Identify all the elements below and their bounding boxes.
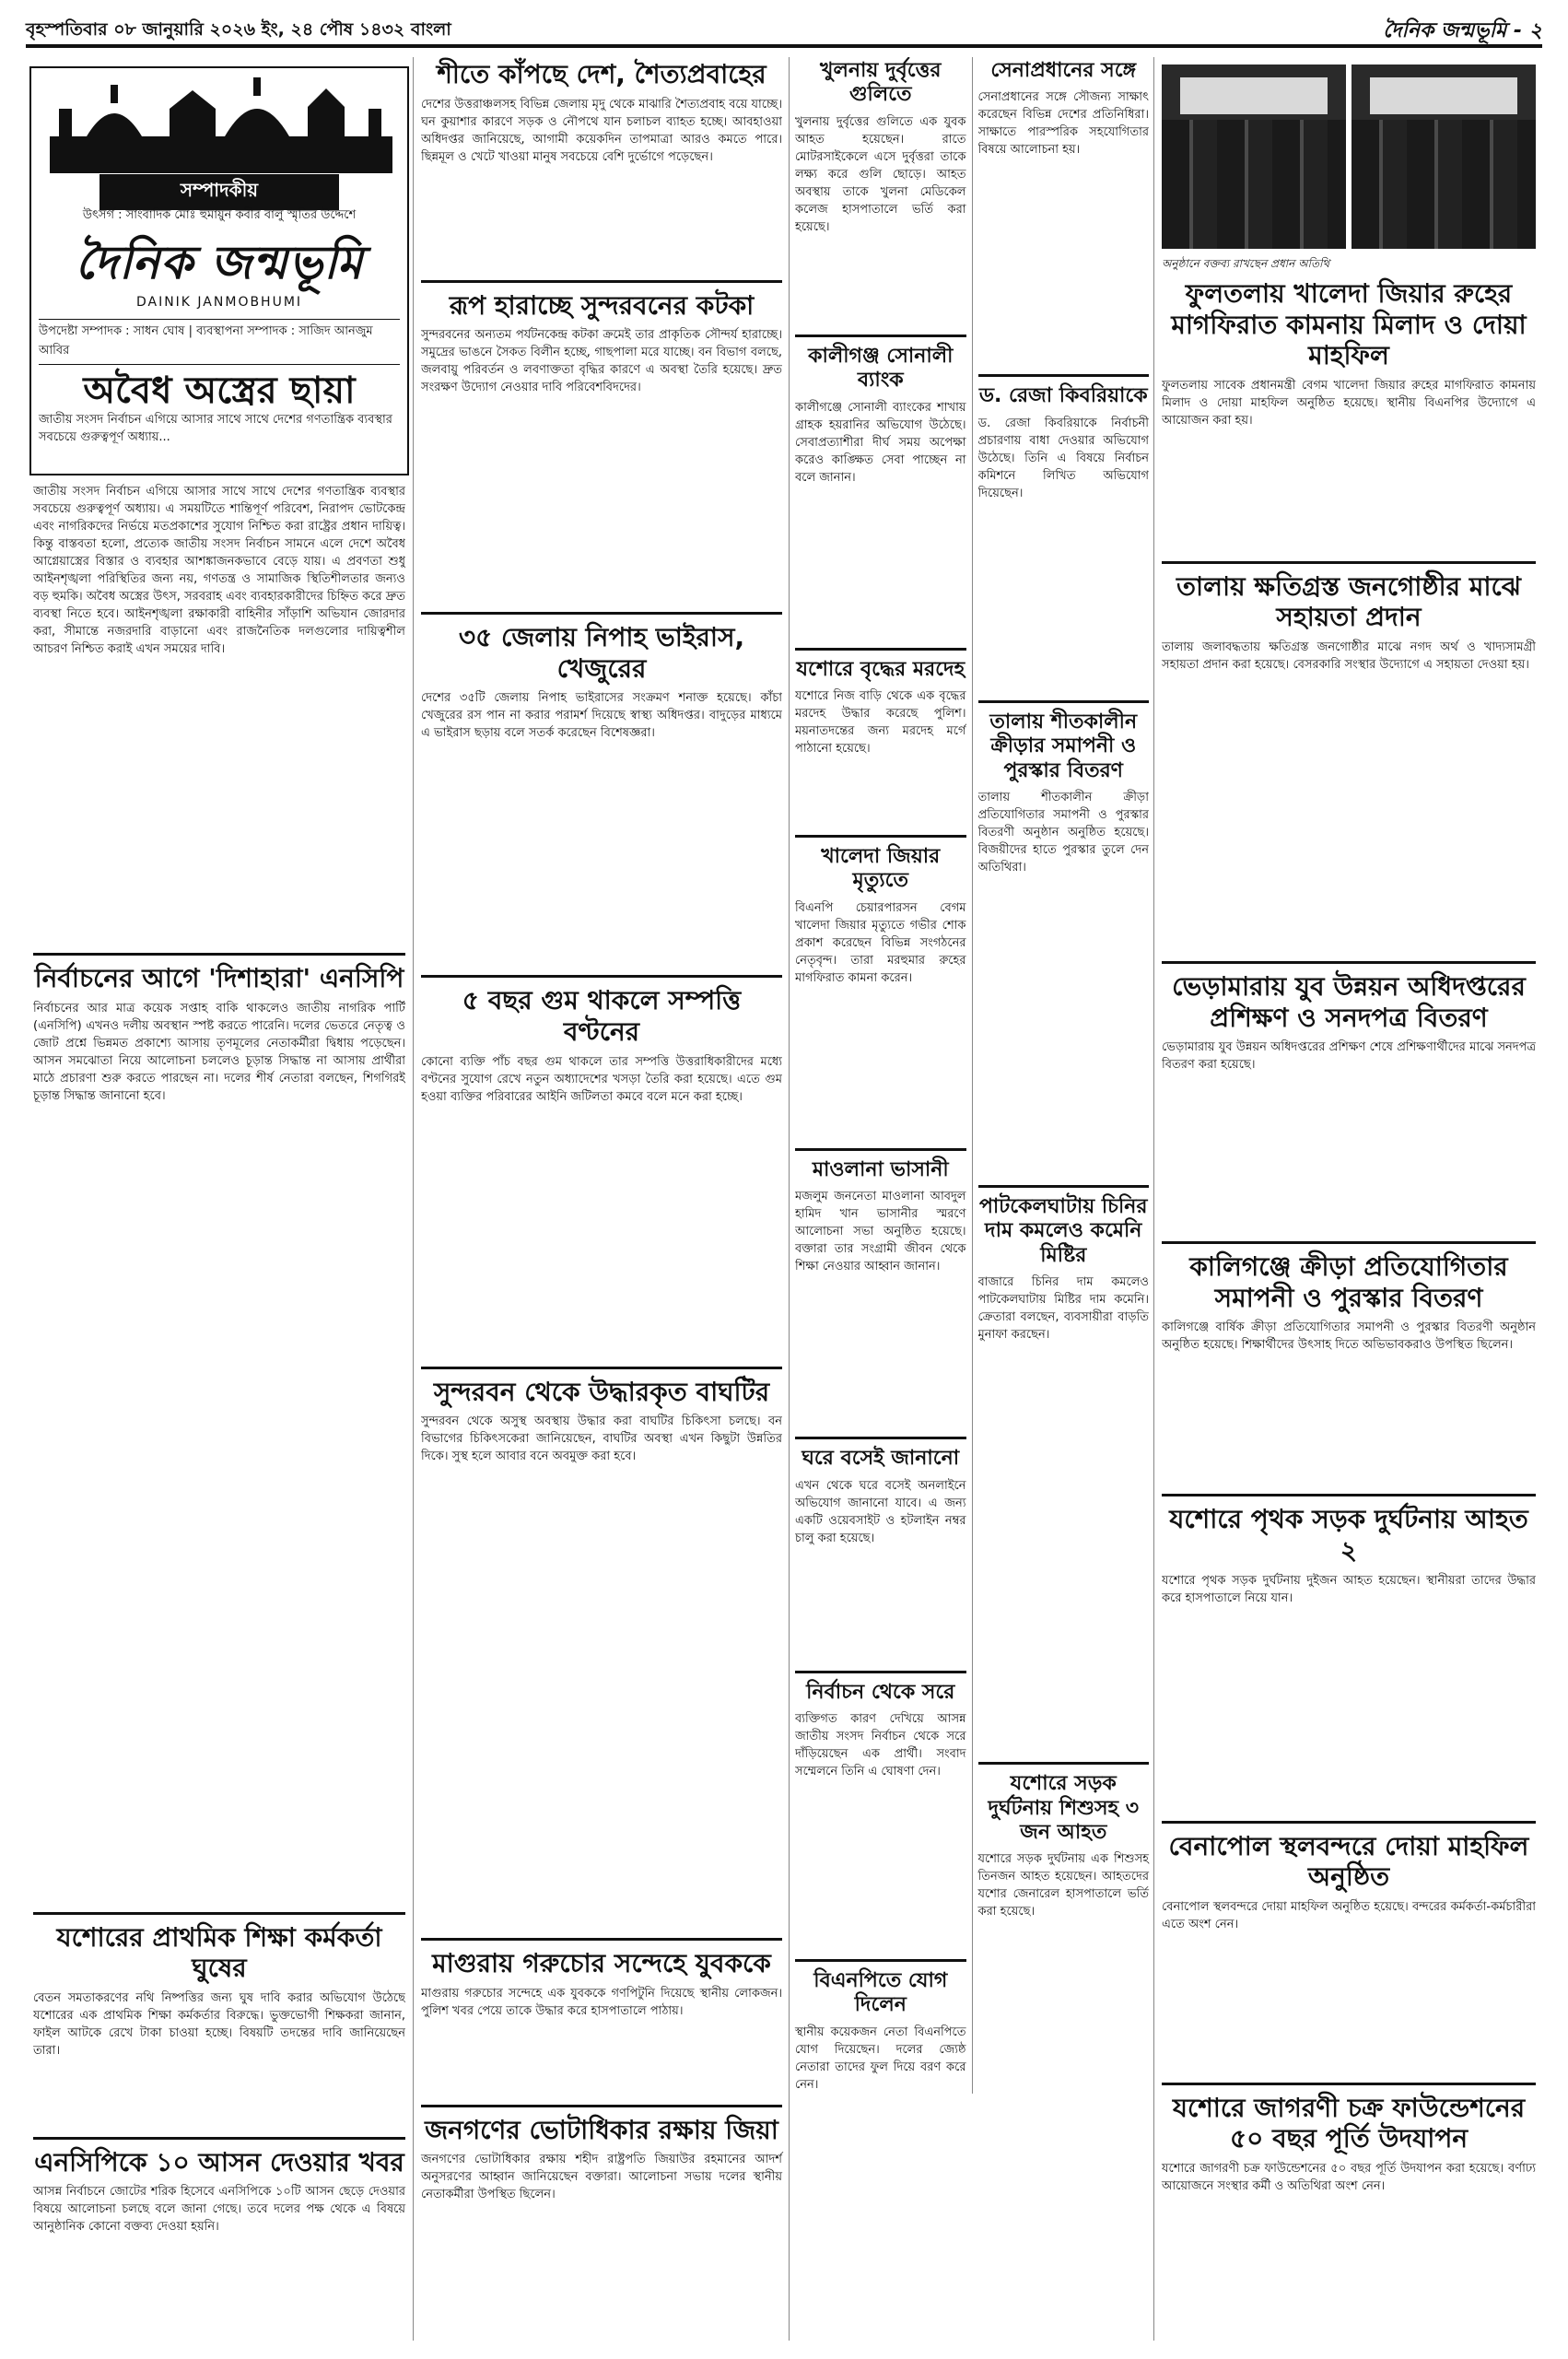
story-body: দেশের ৩৫টি জেলায় নিপাহ ভাইরাসের সংক্রমণ শনাক্ত হয়েছে। কাঁচা খেজুরের রস পান না করার পরামর্শ দিয়েছে স্বাস্থ্য অধিদপ্তর। বাদুড়ের মাধ্যমে এ ভাইরাস ছড়ায় বলে সতর্ক করেছেন বিশেষজ্ঞরা। xyxy=(421,691,782,741)
editorial-title: অবৈধ অস্ত্রের ছায়া xyxy=(83,370,356,412)
story-body: কোনো ব্যক্তি পাঁচ বছর গুম থাকলে তার সম্পত্তি উত্তরাধিকারীদের মধ্যে বণ্টনের সুযোগ রেখে নতুন অধ্যাদেশের খসড়া তৈরি করা হয়েছে। এতে গুম হওয়া ব্যক্তির পরিবারের আইনি জটিলতা কমবে বলে মনে করা হচ্ছে। xyxy=(421,1054,782,1104)
story-body: কালিগঞ্জে বার্ষিক ক্রীড়া প্রতিযোগিতার সমাপনী ও পুরস্কার বিতরণী অনুষ্ঠান অনুষ্ঠিত হয়েছে। শিক্ষার্থীদের উৎসাহ দিতে অভিভাবকরাও উপস্থিত ছিলেন। xyxy=(1162,1320,1536,1353)
headline: নির্বাচন থেকে সরে xyxy=(806,1680,955,1704)
headline: যশোরে পৃথক সড়ক দুর্ঘটনায় আহত ২ xyxy=(1169,1504,1528,1566)
editorial-body: জাতীয় সংসদ নির্বাচন এগিয়ে আসার সাথে সাথে দেশের গণতান্ত্রিক ব্যবস্থার সবচেয়ে গুরুত্বপূর্ণ অধ্যায়। এ সময়টিতে শান্তিপূর্ণ পরিবেশ, নিরাপদ ভোটকেন্দ্র এবং নাগরিকদের নির্ভয়ে মতপ্রকাশের সুযোগ নিশ্চিত করা রাষ্ট্রের প্রধান দায়িত্ব। কিন্তু বাস্তবতা হলো, প্রত্যেক জাতীয় সংসদ নির্বাচন সামনে এলে দেশে অবৈধ আগ্নেয়াস্ত্রের বিস্তার ও ব্যবহার আশঙ্কাজনকভাবে বেড়ে যায়। এ প্রবণতা শুধু আইনশৃঙ্খলা পরিস্থিতির জন্য নয়, গণতন্ত্র ও সামাজিক স্থিতিশীলতার জন্যও বড় হুমকি। অবৈধ অস্ত্রের উৎস, সরবরাহ এবং ব্যবহারকারীদের চিহ্নিত করে দ্রুত ব্যবস্থা নিতে হবে। আইনশৃঙ্খলা রক্ষাকারী বাহিনীর সাঁড়াশি অভিযান জোরদার করা, সীমান্তে নজরদারি বাড়ানো এবং রাজনৈতিক দলগুলোর দায়িত্বশীল আচরণ নিশ্চিত করাই এখন সময়ের দাবি। xyxy=(33,485,405,656)
headline: তালায় ক্ষতিগ্রস্ত জনগোষ্ঠীর মাঝে সহায়তা প্রদান xyxy=(1176,570,1521,633)
story-body: বেতন সমতাকরণের নথি নিষ্পত্তির জন্য ঘুষ দাবি করার অভিযোগ উঠেছে যশোরের এক প্রাথমিক শিক্ষা কর্মকর্তার বিরুদ্ধে। ভুক্তভোগী শিক্ষকরা জানান, ফাইল আটকে রেখে টাকা চাওয়া হচ্ছে। বিষয়টি তদন্তের দাবি জানিয়েছেন তারা। xyxy=(33,1990,405,2058)
paper-name-english: DAINIK JANMOBHUMI xyxy=(135,295,303,310)
story-body: আসন্ন নির্বাচনে জোটের শরিক হিসেবে এনসিপিকে ১০টি আসন ছেড়ে দেওয়ার বিষয়ে আলোচনা চলছে বলে জানা গেছে। তবে দলের পক্ষ থেকে এ বিষয়ে আনুষ্ঠানিক কোনো বক্তব্য দেওয়া হয়নি। xyxy=(33,2185,405,2235)
story-body: এখন থেকে ঘরে বসেই অনলাইনে অভিযোগ জানানো যাবে। এ জন্য একটি ওয়েবসাইট ও হটলাইন নম্বর চালু করা হয়েছে। xyxy=(795,1478,966,1545)
headline: এনসিপিকে ১০ আসন দেওয়ার খবর xyxy=(34,2146,404,2177)
story-body: যশোরে সড়ক দুর্ঘটনায় এক শিশুসহ তিনজন আহত হয়েছেন। আহতদের যশোর জেনারেল হাসপাতালে ভর্তি করা হয়েছে। xyxy=(977,1852,1149,1919)
headline: যশোরে সড়ক দুর্ঘটনায় শিশুসহ ৩ জন আহত xyxy=(988,1772,1140,1844)
story-body: জনগণের ভোটাধিকার রক্ষায় শহীদ রাষ্ট্রপতি জিয়াউর রহমানের আদর্শ অনুসরণের আহ্বান জানিয়েছেন বক্তারা। আলোচনা সভায় দলের স্থানীয় নেতাকর্মীরা উপস্থিত ছিলেন। xyxy=(421,2153,782,2202)
headline: তালায় শীতকালীন ক্রীড়ার সমাপনী ও পুরস্কার বিতরণ xyxy=(989,710,1138,782)
story-body: সেনাপ্রধানের সঙ্গে সৌজন্য সাক্ষাৎ করেছেন বিভিন্ন দেশের প্রতিনিধিরা। সাক্ষাতে পারস্পরিক সহযোগিতার বিষয়ে আলোচনা হয়। xyxy=(977,90,1149,158)
story-body: যশোরে পৃথক সড়ক দুর্ঘটনায় দুইজন আহত হয়েছেন। স্থানীয়রা তাদের উদ্ধার করে হাসপাতালে নিয়ে যান। xyxy=(1162,1573,1536,1605)
story-body: কালীগঞ্জে সোনালী ব্যাংকের শাখায় গ্রাহক হয়রানির অভিযোগ উঠেছে। সেবাপ্রত্যাশীরা দীর্ঘ সময় অপেক্ষা করেও কাঙ্ক্ষিত সেবা পাচ্ছেন না বলে জানান। xyxy=(795,400,966,485)
page-label: দৈনিক জন্মভূমি - ২ xyxy=(1383,19,1542,42)
news-photo-1 xyxy=(1162,65,1346,249)
headline: যশোরে জাগরণী চক্র ফাউন্ডেশনের ৫০ বছর পূর্তি উদযাপন xyxy=(1172,2092,1526,2154)
story-body: ড. রেজা কিবরিয়াকে নির্বাচনী প্রচারণায় বাধা দেওয়ার অভিযোগ উঠেছে। তিনি এ বিষয়ে নির্বাচন কমিশনে লিখিত অভিযোগ দিয়েছেন। xyxy=(977,416,1149,500)
editorial-masthead xyxy=(29,66,409,475)
story-body: তালায় জলাবদ্ধতায় ক্ষতিগ্রস্ত জনগোষ্ঠীর মাঝে নগদ অর্থ ও খাদ্যসামগ্রী সহায়তা প্রদান করা হয়েছে। বেসরকারি সংস্থার উদ্যোগে এ সহায়তা দেওয়া হয়। xyxy=(1162,640,1536,672)
headline: কালীগঞ্জ সোনালী ব্যাংক xyxy=(808,344,954,393)
headline: ফুলতলায় খালেদা জিয়ার রুহের মাগফিরাত কামনায় মিলাদ ও দোয়া মাহফিল xyxy=(1171,278,1527,371)
story-body: নির্বাচনের আর মাত্র কয়েক সপ্তাহ বাকি থাকলেও জাতীয় নাগরিক পার্টি (এনসিপি) এখনও দলীয় অবস্থান স্পষ্ট করতে পারেনি। দলের ভেতরে নেতৃত্ব ও জোট প্রশ্নে ভিন্নমত প্রকাশ্যে আসায় তৃণমূলের নেতাকর্মীরা দ্বিধায় পড়েছেন। আসন সমঝোতা নিয়ে আলোচনা চললেও চূড়ান্ত সিদ্ধান্ত না আসায় প্রার্থীরা মাঠে প্রচারণা শুরু করতে পারছেন না। দলের শীর্ষ নেতারা বলছেন, শিগগিরই চূড়ান্ত সিদ্ধান্ত জানানো হবে। xyxy=(33,1001,405,1103)
headline: ৩৫ জেলায় নিপাহ ভাইরাস, খেজুরের xyxy=(458,622,745,684)
story-body: দেশের উত্তরাঞ্চলসহ বিভিন্ন জেলায় মৃদু থেকে মাঝারি শৈত্যপ্রবাহ বয়ে যাচ্ছে। ঘন কুয়াশার কারণে সড়ক ও নৌপথে যান চলাচল ব্যাহত হচ্ছে। আবহাওয়া অধিদপ্তর জানিয়েছে, আগামী কয়েকদিন তাপমাত্রা আরও কমতে পারে। ছিন্নমূল ও খেটে খাওয়া মানুষ সবচেয়ে বেশি দুর্ভোগে পড়েছেন। xyxy=(421,97,782,164)
headline: জনগণের ভোটাধিকার রক্ষায় জিয়া xyxy=(425,2114,778,2145)
editorial-lead: জাতীয় সংসদ নির্বাচন এগিয়ে আসার সাথে সাথে দেশের গণতান্ত্রিক ব্যবস্থার সবচেয়ে গুরুত্বপূর্ণ অধ্যায়... xyxy=(39,413,392,444)
headline: নির্বাচনের আগে 'দিশাহারা' এনসিপি xyxy=(34,963,404,993)
paper-name: দৈনিক জন্মভূমি xyxy=(75,236,364,289)
headline: ঘরে বসেই জানানো xyxy=(802,1447,960,1471)
headline: খালেদা জিয়ার মৃত্যুতে xyxy=(821,844,941,893)
story-body: বিএনপি চেয়ারপারসন বেগম খালেদা জিয়ার মৃত্যুতে গভীর শোক প্রকাশ করেছেন বিভিন্ন সংগঠনের নেতৃবৃন্দ। তারা মরহুমার রুহের মাগফিরাত কামনা করেন। xyxy=(795,900,966,985)
headline: রূপ হারাচ্ছে সুন্দরবনের কটকা xyxy=(449,289,755,321)
story-body: যশোরে জাগরণী চক্র ফাউন্ডেশনের ৫০ বছর পূর্তি উদযাপন করা হয়েছে। বর্ণাঢ্য আয়োজনে সংস্থার কর্মী ও অতিথিরা অংশ নেন। xyxy=(1162,2161,1536,2193)
headline: মাওলানা ভাসানী xyxy=(812,1157,949,1181)
story-body: যশোরে নিজ বাড়ি থেকে এক বৃদ্ধের মরদেহ উদ্ধার করেছে পুলিশ। ময়নাতদন্তের জন্য মরদেহ মর্গে পাঠানো হয়েছে। xyxy=(795,688,966,756)
headline: ভেড়ামারায় যুব উন্নয়ন অধিদপ্তরের প্রশিক্ষণ ও সনদপত্র বিতরণ xyxy=(1172,970,1526,1033)
story-body: ফুলতলায় সাবেক প্রধানমন্ত্রী বেগম খালেদা জিয়ার রুহের মাগফিরাত কামনায় মিলাদ ও দোয়া মাহফিল অনুষ্ঠিত হয়েছে। স্থানীয় বিএনপির উদ্যোগে এ আয়োজন করা হয়। xyxy=(1162,378,1536,428)
story-body: মজলুম জননেতা মাওলানা আবদুল হামিদ খান ভাসানীর স্মরণে আলোচনা সভা অনুষ্ঠিত হয়েছে। বক্তারা তার সংগ্রামী জীবন থেকে শিক্ষা নেওয়ার আহ্বান জানান। xyxy=(795,1190,966,1274)
page-header-bar xyxy=(26,13,1542,48)
story-body: বাজারে চিনির দাম কমলেও পাটকেলঘাটায় মিষ্টির দাম কমেনি। ক্রেতারা বলছেন, ব্যবসায়ীরা বাড়তি মুনাফা করছেন। xyxy=(977,1275,1149,1343)
column-1 xyxy=(26,57,413,2341)
column-3 xyxy=(789,57,1154,2341)
column-4 xyxy=(1153,57,1543,2341)
story-body: স্থানীয় কয়েকজন নেতা বিএনপিতে যোগ দিয়েছেন। দলের জ্যেষ্ঠ নেতারা তাদের ফুল দিয়ে বরণ করে নেন। xyxy=(795,2025,966,2092)
headline: ৫ বছর গুম থাকলে সম্পত্তি বণ্টনের xyxy=(462,985,742,1047)
headline: যশোরে বৃদ্ধের মরদেহ xyxy=(796,657,965,681)
headline: কালিগঞ্জে ক্রীড়া প্রতিযোগিতার সমাপনী ও পুরস্কার বিতরণ xyxy=(1189,1251,1508,1313)
headline: মাগুরায় গরুচোর সন্দেহে যুবককে xyxy=(432,1948,771,1979)
headline: সুন্দরবন থেকে উদ্ধারকৃত বাঘটির xyxy=(433,1376,770,1407)
headline: যশোরের প্রাথমিক শিক্ষা কর্মকর্তা ঘুষের xyxy=(56,1921,382,1984)
column-2 xyxy=(413,57,790,2341)
story-body: মাগুরায় গরুচোর সন্দেহে এক যুবককে গণপিটুনি দিয়েছে স্থানীয় লোকজন। পুলিশ খবর পেয়ে তাকে উদ্ধার করে হাসপাতালে পাঠায়। xyxy=(421,1986,782,2018)
headline: ড. রেজা কিবরিয়াকে xyxy=(978,384,1148,408)
story-body: সুন্দরবন থেকে অসুস্থ অবস্থায় উদ্ধার করা বাঘটির চিকিৎসা চলছে। বন বিভাগের চিকিৎসকেরা জানিয়েছেন, বাঘটির অবস্থা এখন কিছুটা উন্নতির দিকে। সুস্থ হলে আবার বনে অবমুক্ত করা হবে। xyxy=(421,1414,782,1464)
story-body: তালায় শীতকালীন ক্রীড়া প্রতিযোগিতার সমাপনী ও পুরস্কার বিতরণী অনুষ্ঠান অনুষ্ঠিত হয়েছে। বিজয়ীদের হাতে পুরস্কার তুলে দেন অতিথিরা। xyxy=(977,790,1149,874)
story-body: ব্যক্তিগত কারণ দেখিয়ে আসন্ন জাতীয় সংসদ নির্বাচন থেকে সরে দাঁড়িয়েছেন এক প্রার্থী। সংবাদ সম্মেলনে তিনি এ ঘোষণা দেন। xyxy=(795,1711,966,1778)
issue-date: বৃহস্পতিবার ০৮ জানুয়ারি ২০২৬ ইং, ২৪ পৌষ ১৪৩২ বাংলা xyxy=(26,19,451,40)
story-body: ভেড়ামারায় যুব উন্নয়ন অধিদপ্তরের প্রশিক্ষণ শেষে প্রশিক্ষণার্থীদের মাঝে সনদপত্র বিতরণ করা হয়েছে। xyxy=(1162,1040,1536,1073)
headline: শীতে কাঁপছে দেশ, শৈত্যপ্রবাহের xyxy=(437,59,766,89)
dedication: উৎসর্গ : সাংবাদিক মোঃ হুমায়ুন কবীর বালু স্মৃতির উদ্দেশে xyxy=(82,208,357,222)
photo-caption: অনুষ্ঠানে বক্তব্য রাখছেন প্রধান অতিথি xyxy=(1162,257,1330,270)
story-body: বেনাপোল স্থলবন্দরে দোয়া মাহফিল অনুষ্ঠিত হয়েছে। বন্দরের কর্মকর্তা-কর্মচারীরা এতে অংশ নেন। xyxy=(1162,1899,1536,1931)
headline: পাটকেলঘাটায় চিনির দাম কমলেও কমেনি মিষ্টির xyxy=(978,1194,1148,1267)
story-body: সুন্দরবনের অন্যতম পর্যটনকেন্দ্র কটকা ক্রমেই তার প্রাকৃতিক সৌন্দর্য হারাচ্ছে। সমুদ্রের ভাঙনে সৈকত বিলীন হচ্ছে, গাছপালা মরে যাচ্ছে। বন বিভাগ বলছে, জলবায়ু পরিবর্তন ও লবণাক্ততা বৃদ্ধির কারণে এ অবস্থা তৈরি হয়েছে। দ্রুত সংরক্ষণ উদ্যোগ নেওয়ার দাবি পরিবেশবিদদের। xyxy=(421,328,782,395)
section-label: সম্পাদকীয় xyxy=(99,174,339,210)
mosque-temple-skyline-icon xyxy=(31,72,411,175)
staff-line: উপদেষ্টা সম্পাদক : সাধন ঘোষ | ব্যবস্থাপনা সম্পাদক : সাজিদ আনজুম আবির xyxy=(39,319,400,365)
headline: সেনাপ্রধানের সঙ্গে xyxy=(990,59,1137,82)
story-body: খুলনায় দুর্বৃত্তের গুলিতে এক যুবক আহত হয়েছেন। রাতে মোটরসাইকেলে এসে দুর্বৃত্তরা তাকে লক্ষ্য করে গুলি ছোড়ে। আহত অবস্থায় তাকে খুলনা মেডিকেল কলেজ হাসপাতালে ভর্তি করা হয়েছে। xyxy=(795,114,966,234)
headline: বিএনপিতে যোগ দিলেন xyxy=(813,1968,948,2017)
headline: খুলনায় দুর্বৃত্তের গুলিতে xyxy=(820,59,942,107)
headline: বেনাপোল স্থলবন্দরে দোয়া মাহফিল অনুষ্ঠিত xyxy=(1168,1830,1529,1893)
news-photo-2 xyxy=(1352,65,1536,249)
